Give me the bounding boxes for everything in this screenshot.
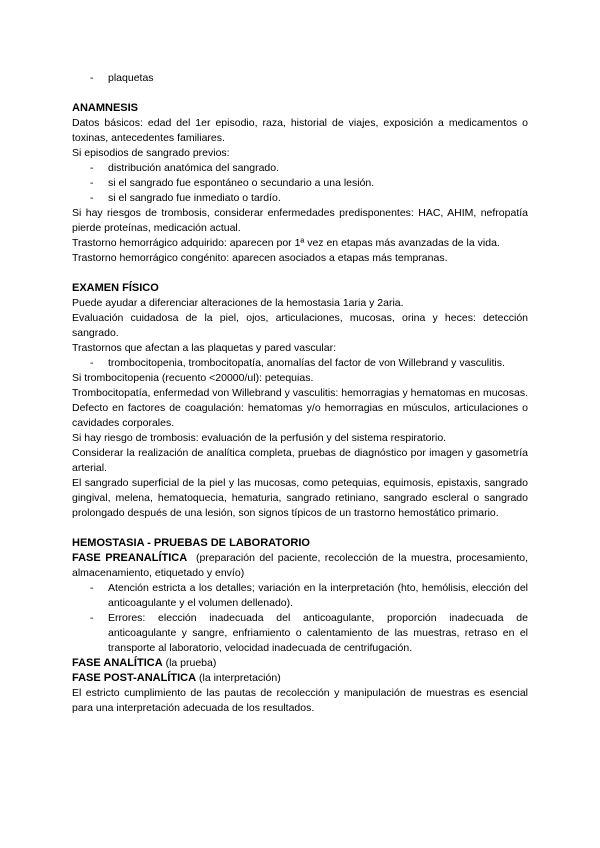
fase-preanalitica-text: (preparación del paciente, recolección de la muestra, procesamiento, almacenamiento, etiquetado y envío) — [72, 552, 528, 579]
fase-preanalitica — [72, 551, 528, 581]
document-page — [72, 71, 528, 716]
paragraph: El estricto cumplimiento de las pautas de recolección y manipulación de muestras es esencial para una interpretación adecuada de los resultados. — [72, 687, 528, 714]
paragraph: Si hay riesgo de trombosis: evaluación de la perfusión y del sistema respiratorio. — [72, 432, 447, 444]
paragraph: Defecto en factores de coagulación: hematomas y/o hemorragias en músculos, articulaciones o cavidades corporales. — [72, 402, 528, 429]
paragraph: El sangrado superficial de la piel y las mucosas, como petequias, equimosis, epistaxis, sangrado gingival, melena, hematoquecia, hematuria, sangrado retiniano, sangrado escleral o sangrado prolongado después de una lesión, son signos típicos de un trastorno hemostático primario. — [72, 477, 528, 519]
paragraph: Trastorno hemorrágico adquirido: aparecen por 1ª vez en etapas más avanzadas de la vida. — [72, 237, 500, 249]
list-item: - Atención estricta a los detalles; variación en la interpretación (hto, hemólisis, elección del anticoagulante y el volumen dellenado). — [90, 582, 528, 609]
paragraph: Puede ayudar a diferenciar alteraciones de la hemostasia 1aria y 2aria. — [72, 297, 404, 309]
paragraph: Evaluación cuidadosa de la piel, ojos, articulaciones, mucosas, orina y heces: detección sangrado. — [72, 312, 528, 339]
paragraph: Si trombocitopenia (recuento <20000/ul): petequias. — [72, 372, 314, 384]
hemostasia-heading: HEMOSTASIA - PRUEBAS DE LABORATORIO — [72, 537, 310, 549]
fase-post-analitica-label: FASE POST-ANALÍTICA — [72, 672, 197, 684]
list-item: - Errores: elección inadecuada del anticoagulante, proporción inadecuada de anticoagulante y sangre, enfriamiento o calentamiento de las muestras, retraso en el transporte al laboratorio, velocidad inadecuada de centrifugación. — [90, 612, 528, 654]
fase-post-analitica — [72, 671, 528, 686]
paragraph: Trombocitopatía, enfermedad von Willebrand y vasculitis: hemorragias y hematomas en mucosas. — [72, 387, 528, 399]
fase-analitica — [72, 656, 528, 671]
paragraph: Datos básicos: edad del 1er episodio, raza, historial de viajes, exposición a medicamentos o toxinas, antecedentes familiares. — [72, 117, 528, 144]
fase-post-analitica-text: (la interpretación) — [198, 672, 281, 684]
list-item: - distribución anatómica del sangrado. — [90, 162, 280, 174]
examen-list — [72, 356, 528, 371]
anamnesis-list — [72, 161, 528, 206]
fase-preanalitica-label: FASE PREANALÍTICA — [72, 552, 188, 564]
list-item: - plaquetas — [90, 72, 154, 84]
paragraph: Considerar la realización de analítica completa, pruebas de diagnóstico por imagen y gasometría arterial. — [72, 447, 528, 474]
preanalitica-list — [72, 581, 528, 656]
fase-analitica-label: FASE ANALÍTICA — [72, 657, 163, 669]
anamnesis-heading: ANAMNESIS — [72, 102, 139, 114]
paragraph: Si hay riesgos de trombosis, considerar enfermedades predisponentes: HAC, AHIM, nefropatía pierde proteínas, medicación actual. — [72, 207, 528, 234]
paragraph: Trastorno hemorrágico congénito: aparecen asociados a etapas más tempranas. — [72, 252, 448, 264]
paragraph: Trastornos que afectan a las plaquetas y pared vascular: — [72, 342, 337, 354]
fase-analitica-text: (la prueba) — [165, 657, 217, 669]
list-item: - si el sangrado fue inmediato o tardío. — [90, 192, 281, 204]
examen-heading: EXAMEN FÍSICO — [72, 282, 159, 294]
top-list — [72, 71, 528, 86]
list-item: - si el sangrado fue espontáneo o secundario a una lesión. — [90, 177, 375, 189]
paragraph: Si episodios de sangrado previos: — [72, 147, 230, 159]
list-item: - trombocitopenia, trombocitopatía, anomalías del factor de von Willebrand y vasculitis. — [90, 357, 505, 369]
